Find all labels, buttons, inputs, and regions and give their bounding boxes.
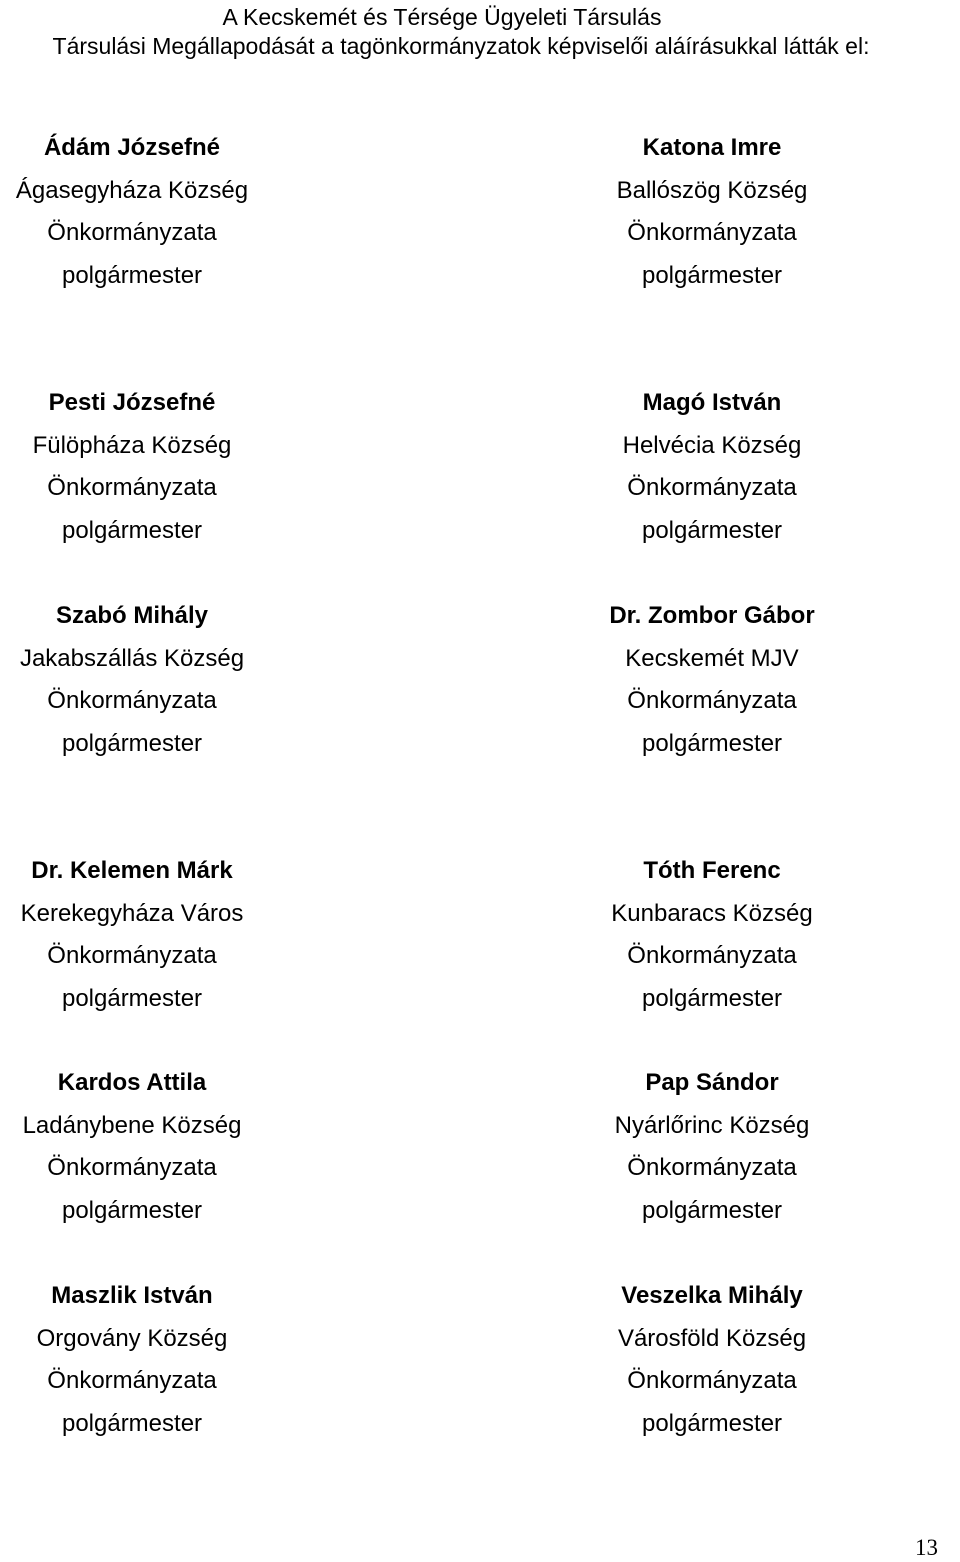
signatory-name: Tóth Ferenc [643, 857, 781, 884]
signatory-body: Önkormányzata [47, 219, 217, 246]
header-title: A Kecskemét és Térsége Ügyeleti Társulás [222, 4, 662, 30]
signatory-title: polgármester [641, 261, 783, 289]
signatory-name: Veszelka Mihály [621, 1282, 803, 1309]
signatory-place: Jakabszállás Község [19, 644, 245, 672]
signatory-title: polgármester [641, 984, 783, 1012]
signatory-title: polgármester [641, 1409, 783, 1437]
signatory-title: polgármester [61, 516, 203, 544]
signatory-title: polgármester [641, 729, 783, 757]
signatory-body: Önkormányzata [627, 474, 797, 501]
signatory-name: Magó István [642, 389, 782, 416]
signatory-place: Orgovány Község [36, 1324, 228, 1352]
signatory-name: Pap Sándor [645, 1069, 779, 1096]
signatory-block [542, 1275, 882, 1445]
signatory-place: Fülöpháza Község [32, 431, 232, 459]
page-number: 13 [915, 1535, 938, 1560]
signatory-name: Pesti Józsefné [48, 389, 216, 416]
signatory-block [0, 595, 302, 765]
signatory-name: Szabó Mihály [55, 602, 209, 629]
signatory-title: polgármester [61, 1409, 203, 1437]
signatory-body: Önkormányzata [47, 942, 217, 969]
signatory-title: polgármester [641, 1196, 783, 1224]
signatory-body: Önkormányzata [47, 1367, 217, 1394]
signatory-place: Kunbaracs Község [611, 899, 813, 927]
signatory-block [542, 382, 882, 552]
signatory-place: Helvécia Község [622, 431, 802, 459]
signatory-body: Önkormányzata [47, 687, 217, 714]
signatory-title: polgármester [61, 261, 203, 289]
signatory-body: Önkormányzata [627, 1154, 797, 1181]
signatory-place: Kecskemét MJV [625, 644, 799, 672]
signatory-block [0, 127, 302, 297]
signatory-name: Kardos Attila [57, 1069, 207, 1096]
signatory-body: Önkormányzata [627, 687, 797, 714]
signatory-body: Önkormányzata [627, 942, 797, 969]
signatory-body: Önkormányzata [627, 219, 797, 246]
signatory-body: Önkormányzata [47, 1154, 217, 1181]
signatory-place: Városföld Község [617, 1324, 807, 1352]
signatory-block [0, 382, 302, 552]
signatory-name: Ádám Józsefné [43, 134, 221, 161]
signatory-name: Maszlik István [51, 1282, 213, 1309]
signatory-place: Ladánybene Község [22, 1111, 242, 1139]
signatory-place: Ballószög Község [616, 176, 808, 204]
signatory-body: Önkormányzata [627, 1367, 797, 1394]
signatory-name: Dr. Kelemen Márk [31, 857, 233, 884]
signatory-block [542, 127, 882, 297]
signatory-place: Kerekegyháza Város [20, 899, 244, 927]
signatory-place: Ágasegyháza Község [15, 176, 249, 204]
signatory-block [542, 595, 882, 765]
header-subtitle: Társulási Megállapodását a tagönkormányzatok képviselői aláírásukkal látták el: [52, 33, 870, 59]
signatory-name: Dr. Zombor Gábor [609, 602, 815, 629]
signatory-place: Nyárlőrinc Község [614, 1111, 810, 1139]
signatory-block [542, 1062, 882, 1232]
signatory-body: Önkormányzata [47, 474, 217, 501]
signatory-name: Katona Imre [642, 134, 782, 161]
signatory-title: polgármester [61, 729, 203, 757]
signatory-title: polgármester [641, 516, 783, 544]
signatory-block [0, 1062, 302, 1232]
signatory-title: polgármester [61, 984, 203, 1012]
signatory-block [0, 850, 302, 1020]
signatory-block [0, 1275, 302, 1445]
signatory-title: polgármester [61, 1196, 203, 1224]
signatory-block [542, 850, 882, 1020]
